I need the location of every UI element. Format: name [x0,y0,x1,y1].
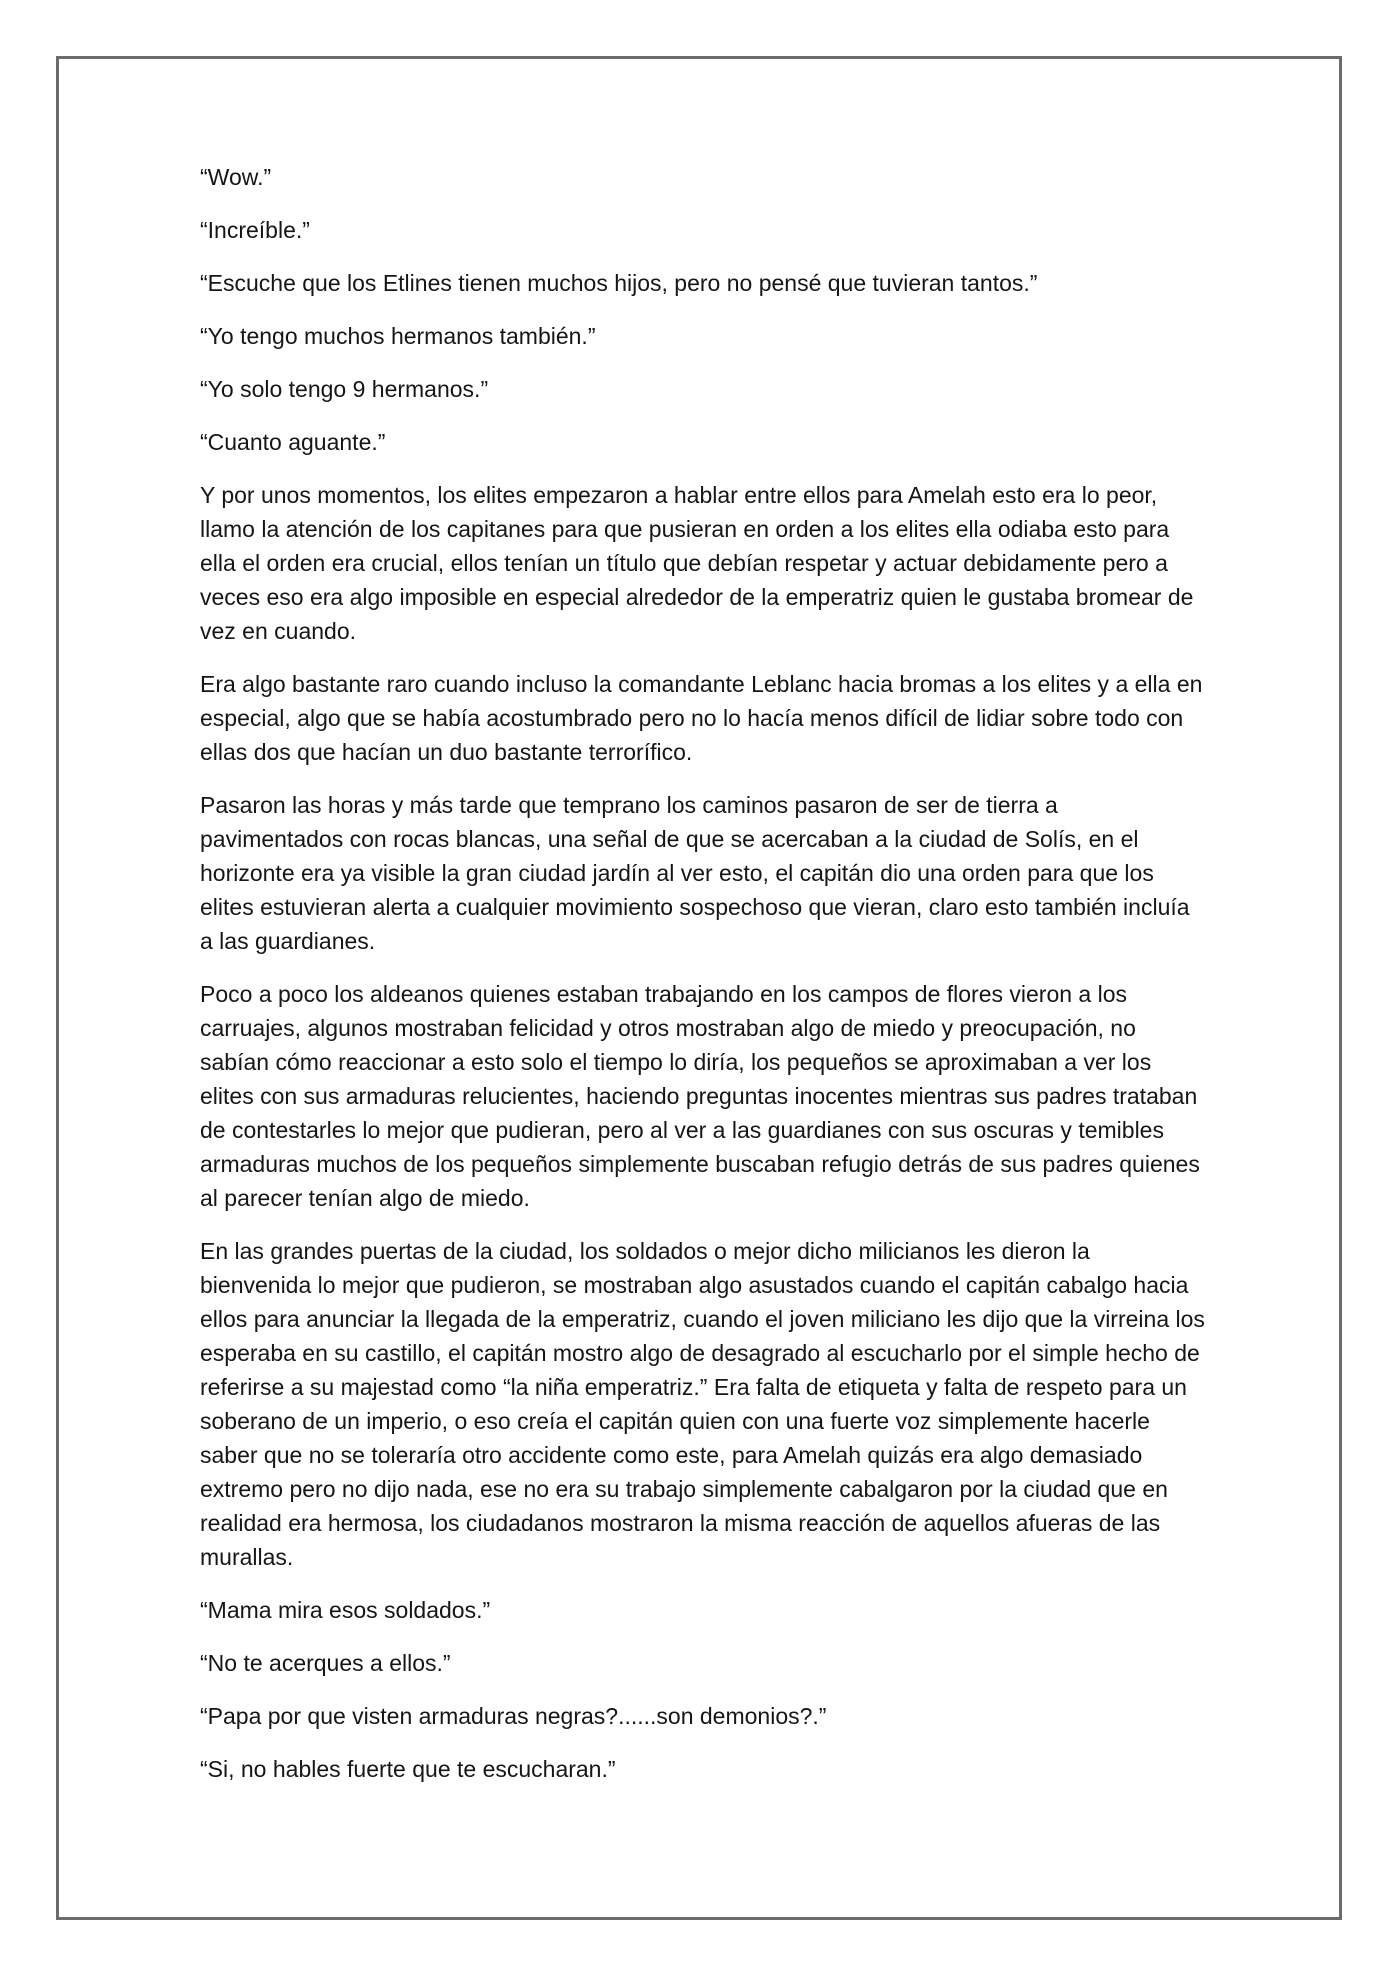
paragraph-9: Pasaron las horas y más tarde que temprano los caminos pasaron de ser de tierra a pavimentados con rocas blancas, una señal de que se acercaban a la ciudad de Solís, en el horizonte era ya visible la gran ciudad jardín al ver esto, el capitán dio una orden para que los elites estuvieran alerta a cualquier movimiento sospechoso que vieran, claro esto también incluía a las guardianes. [200,792,1190,954]
paragraph-1: “Wow.” [200,164,272,190]
paragraph-10: Poco a poco los aldeanos quienes estaban trabajando en los campos de flores vieron a los carruajes, algunos mostraban felicidad y otros mostraban algo de miedo y preocupación, no sabían cómo reaccionar a esto solo el tiempo lo diría, los pequeños se aproximaban a ver los elites con sus armaduras relucientes, haciendo preguntas inocentes mientras sus padres trataban de contestarles lo mejor que pudieran, pero al ver a las guardianes con sus oscuras y temibles armaduras muchos de los pequeños simplemente buscaban refugio detrás de sus padres quienes al parecer tenían algo de miedo. [200,981,1200,1211]
paragraph-6: “Cuanto aguante.” [200,429,386,455]
paragraph-14: “Papa por que visten armaduras negras?......son demonios?.” [200,1703,827,1729]
paragraph-7: Y por unos momentos, los elites empezaron a hablar entre ellos para Amelah esto era lo peor, llamo la atención de los capitanes para que pusieran en orden a los elites ella odiaba esto para ella el orden era crucial, ellos tenían un título que debían respetar y actuar debidamente pero a veces eso era algo imposible en especial alrededor de la emperatriz quien le gustaba bromear de vez en cuando. [200,482,1194,644]
paragraph-5: “Yo solo tengo 9 hermanos.” [200,376,489,402]
paragraph-3: “Escuche que los Etlines tienen muchos hijos, pero no pensé que tuvieran tantos.” [200,270,1038,296]
paragraph-13: “No te acerques a ellos.” [200,1650,451,1676]
paragraph-4: “Yo tengo muchos hermanos también.” [200,323,596,349]
paragraph-12: “Mama mira esos soldados.” [200,1597,491,1623]
document-body [200,160,1205,1805]
paragraph-15: “Si, no hables fuerte que te escucharan.” [200,1756,616,1782]
paragraph-11: En las grandes puertas de la ciudad, los soldados o mejor dicho milicianos les dieron la bienvenida lo mejor que pudieron, se mostraban algo asustados cuando el capitán cabalgo hacia ellos para anunciar la llegada de la emperatriz, cuando el joven miliciano les dijo que la virreina los esperaba en su castillo, el capitán mostro algo de desagrado al escucharlo por el simple hecho de referirse a su majestad como “la niña emperatriz.” Era falta de etiqueta y falta de respeto para un soberano de un imperio, o eso creía el capitán quien con una fuerte voz simplemente hacerle saber que no se toleraría otro accidente como este, para Amelah quizás era algo demasiado extremo pero no dijo nada, ese no era su trabajo simplemente cabalgaron por la ciudad que en realidad era hermosa, los ciudadanos mostraron la misma reacción de aquellos afueras de las murallas. [200,1238,1205,1570]
paragraph-8: Era algo bastante raro cuando incluso la comandante Leblanc hacia bromas a los elites y a ella en especial, algo que se había acostumbrado pero no lo hacía menos difícil de lidiar sobre todo con ellas dos que hacían un duo bastante terrorífico. [200,671,1203,765]
paragraph-2: “Increíble.” [200,217,310,243]
